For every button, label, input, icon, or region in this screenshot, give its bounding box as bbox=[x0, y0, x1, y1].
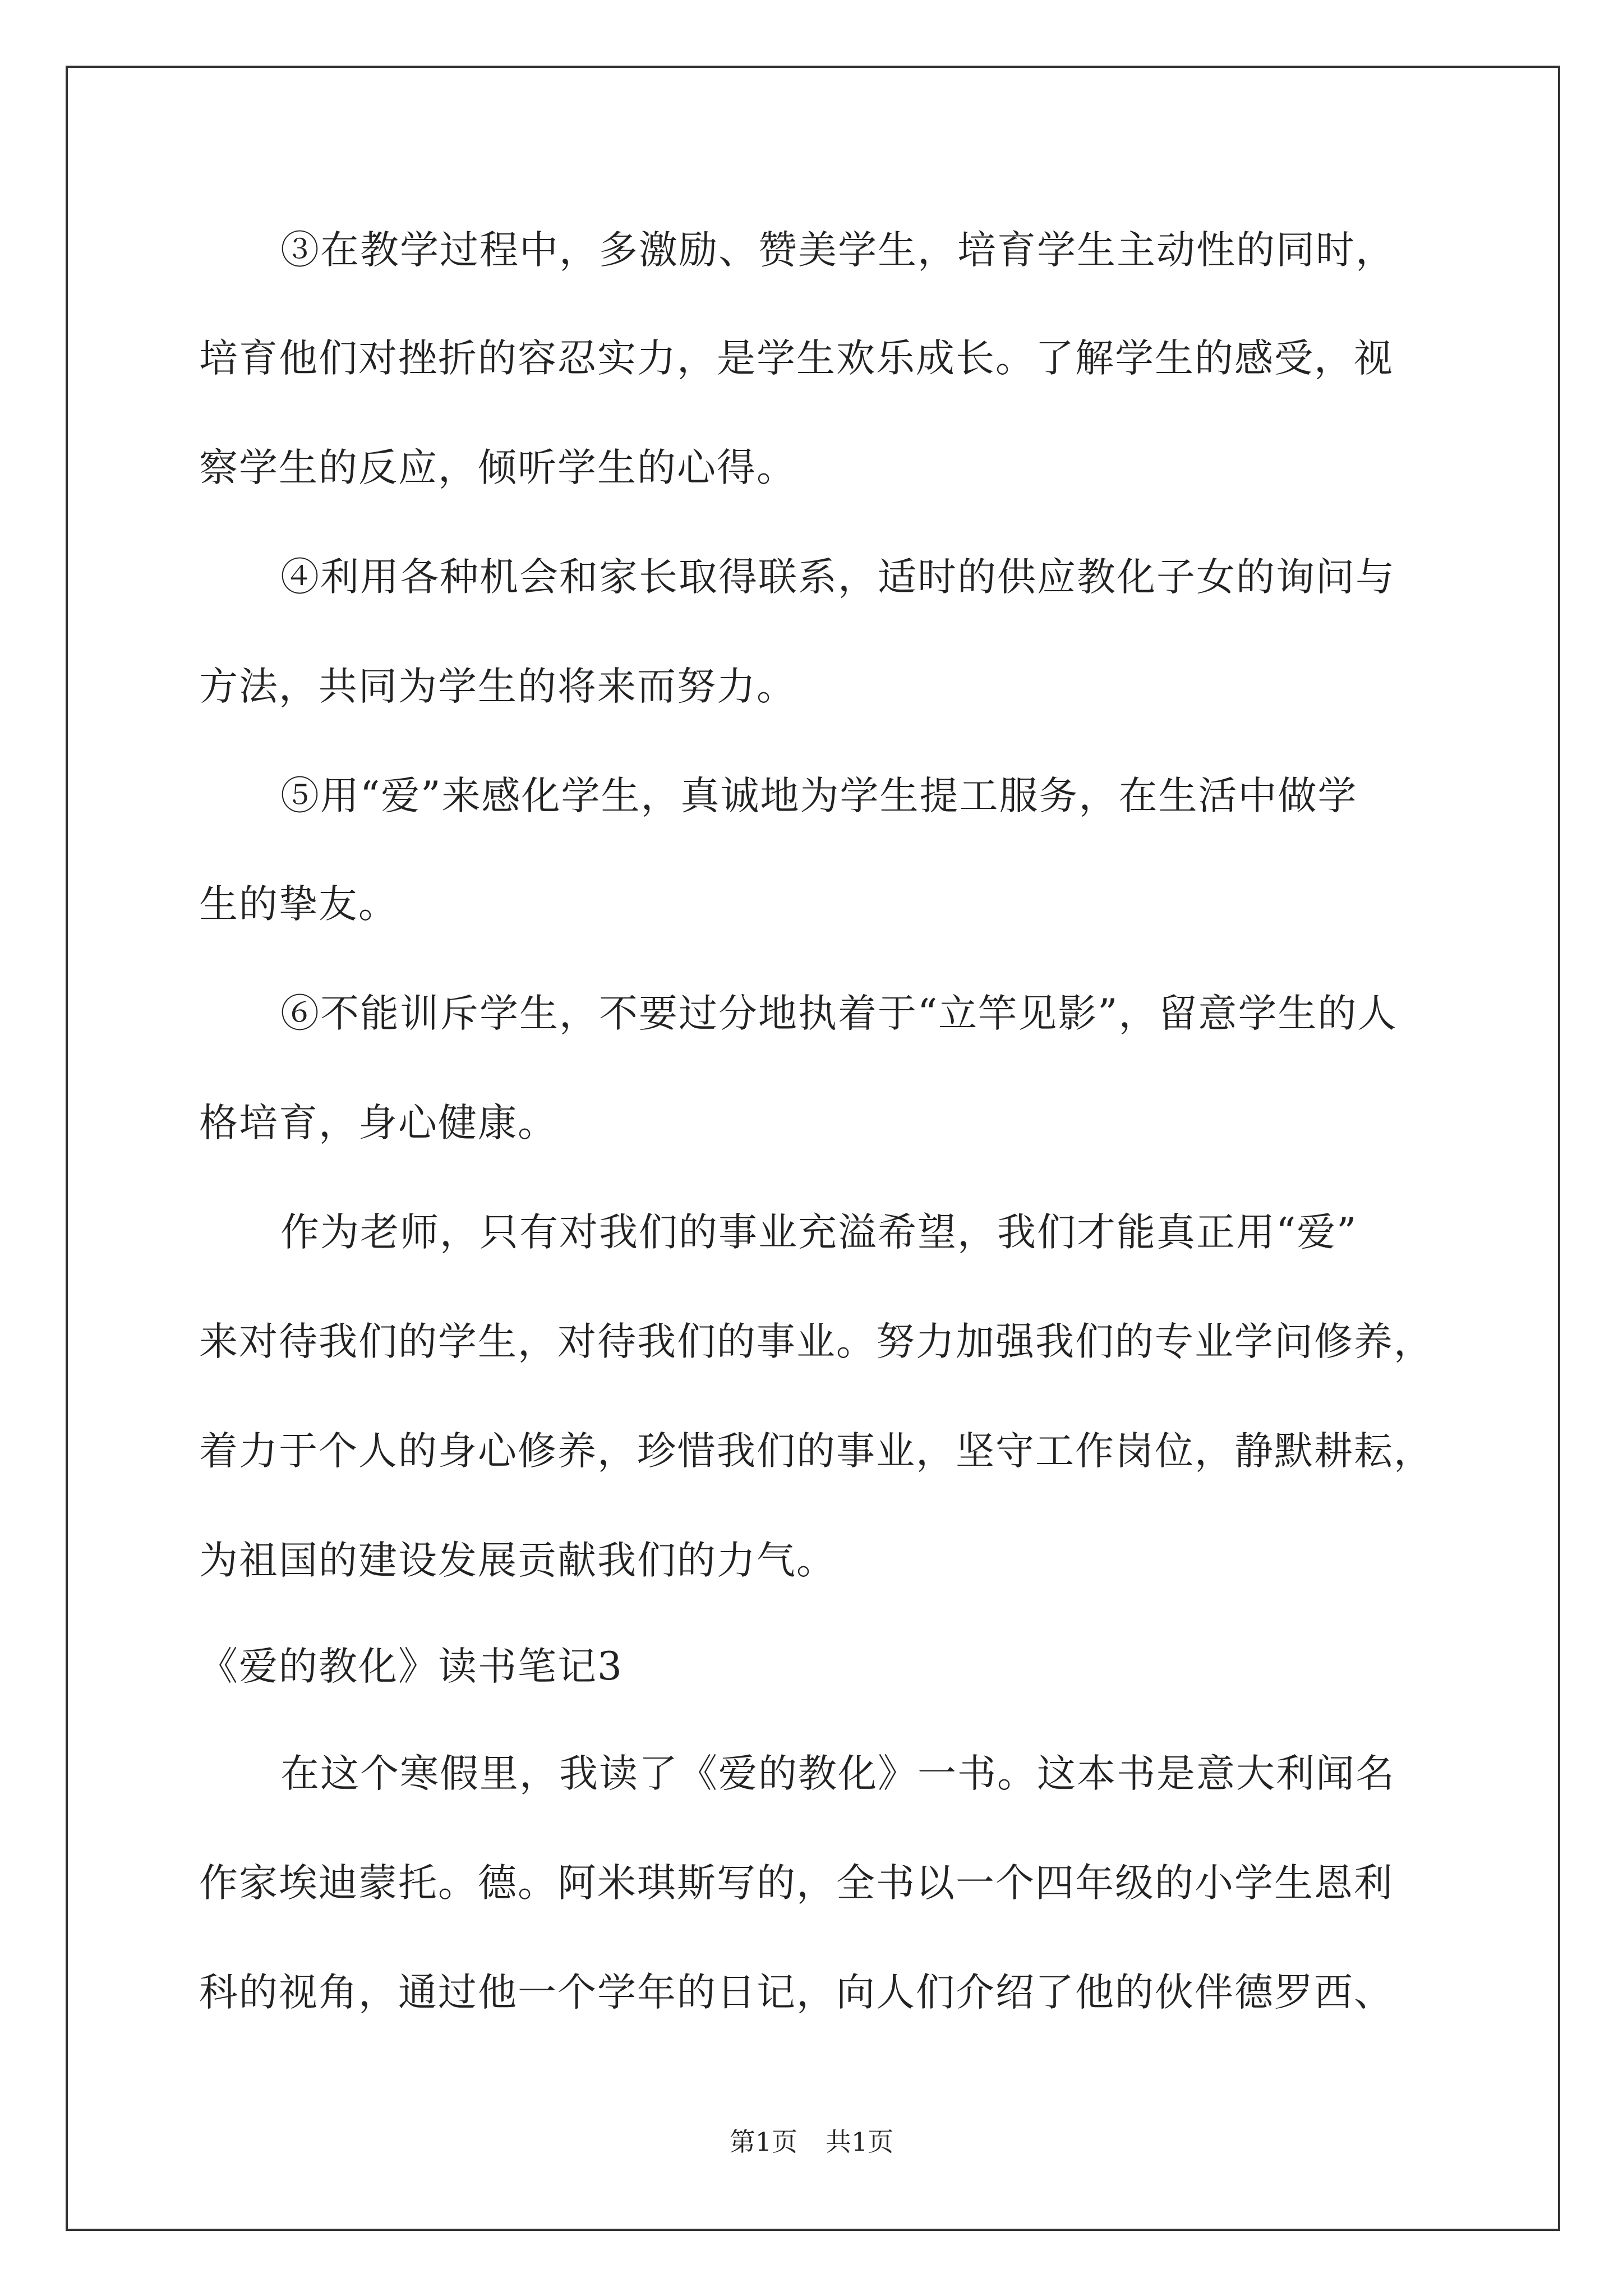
section-heading: 《爱的教化》读书笔记3 bbox=[199, 1644, 623, 1689]
paragraph-3-line-1: ③在教学过程中，多激励、赞美学生，培育学生主动性的同时， bbox=[280, 228, 1395, 273]
page-border bbox=[66, 66, 1560, 2231]
page-total: 共1页 bbox=[826, 2127, 894, 2157]
paragraph-3-line-3: 察学生的反应，倾听学生的心得。 bbox=[199, 445, 796, 490]
paragraph-5-line-1: ⑤用“爱”来感化学生，真诚地为学生提工服务，在生活中做学 bbox=[280, 774, 1358, 818]
intro-line-2: 作家埃迪蒙托。德。阿米琪斯写的，全书以一个四年级的小学生恩利 bbox=[199, 1861, 1394, 1906]
page-number: 第1页 bbox=[729, 2127, 797, 2157]
conclusion-line-3: 着力于个人的身心修养，珍惜我们的事业，坚守工作岗位，静默耕耘， bbox=[199, 1429, 1433, 1474]
conclusion-line-4: 为祖国的建设发展贡献我们的力气。 bbox=[199, 1538, 836, 1583]
paragraph-5-line-2: 生的挚友。 bbox=[199, 882, 398, 927]
conclusion-line-1: 作为老师，只有对我们的事业充溢希望，我们才能真正用“爱” bbox=[280, 1210, 1358, 1255]
page-footer bbox=[0, 2129, 1623, 2155]
paragraph-4-line-2: 方法，共同为学生的将来而努力。 bbox=[199, 664, 796, 709]
paragraph-6-line-1: ⑥不能训斥学生，不要过分地执着于“立竿见影”，留意学生的人 bbox=[280, 991, 1398, 1036]
paragraph-4-line-1: ④利用各种机会和家长取得联系，适时的供应教化子女的询问与 bbox=[280, 555, 1395, 600]
paragraph-3-line-2: 培育他们对挫折的容忍实力，是学生欢乐成长。了解学生的感受，视 bbox=[199, 336, 1394, 381]
intro-line-1: 在这个寒假里，我读了《爱的教化》一书。这本书是意大利闻名 bbox=[280, 1751, 1395, 1796]
conclusion-line-2: 来对待我们的学生，对待我们的事业。努力加强我们的专业学问修养， bbox=[199, 1319, 1433, 1364]
paragraph-6-line-2: 格培育，身心健康。 bbox=[199, 1101, 557, 1145]
intro-line-3: 科的视角，通过他一个学年的日记，向人们介绍了他的伙伴德罗西、 bbox=[199, 1970, 1394, 2015]
